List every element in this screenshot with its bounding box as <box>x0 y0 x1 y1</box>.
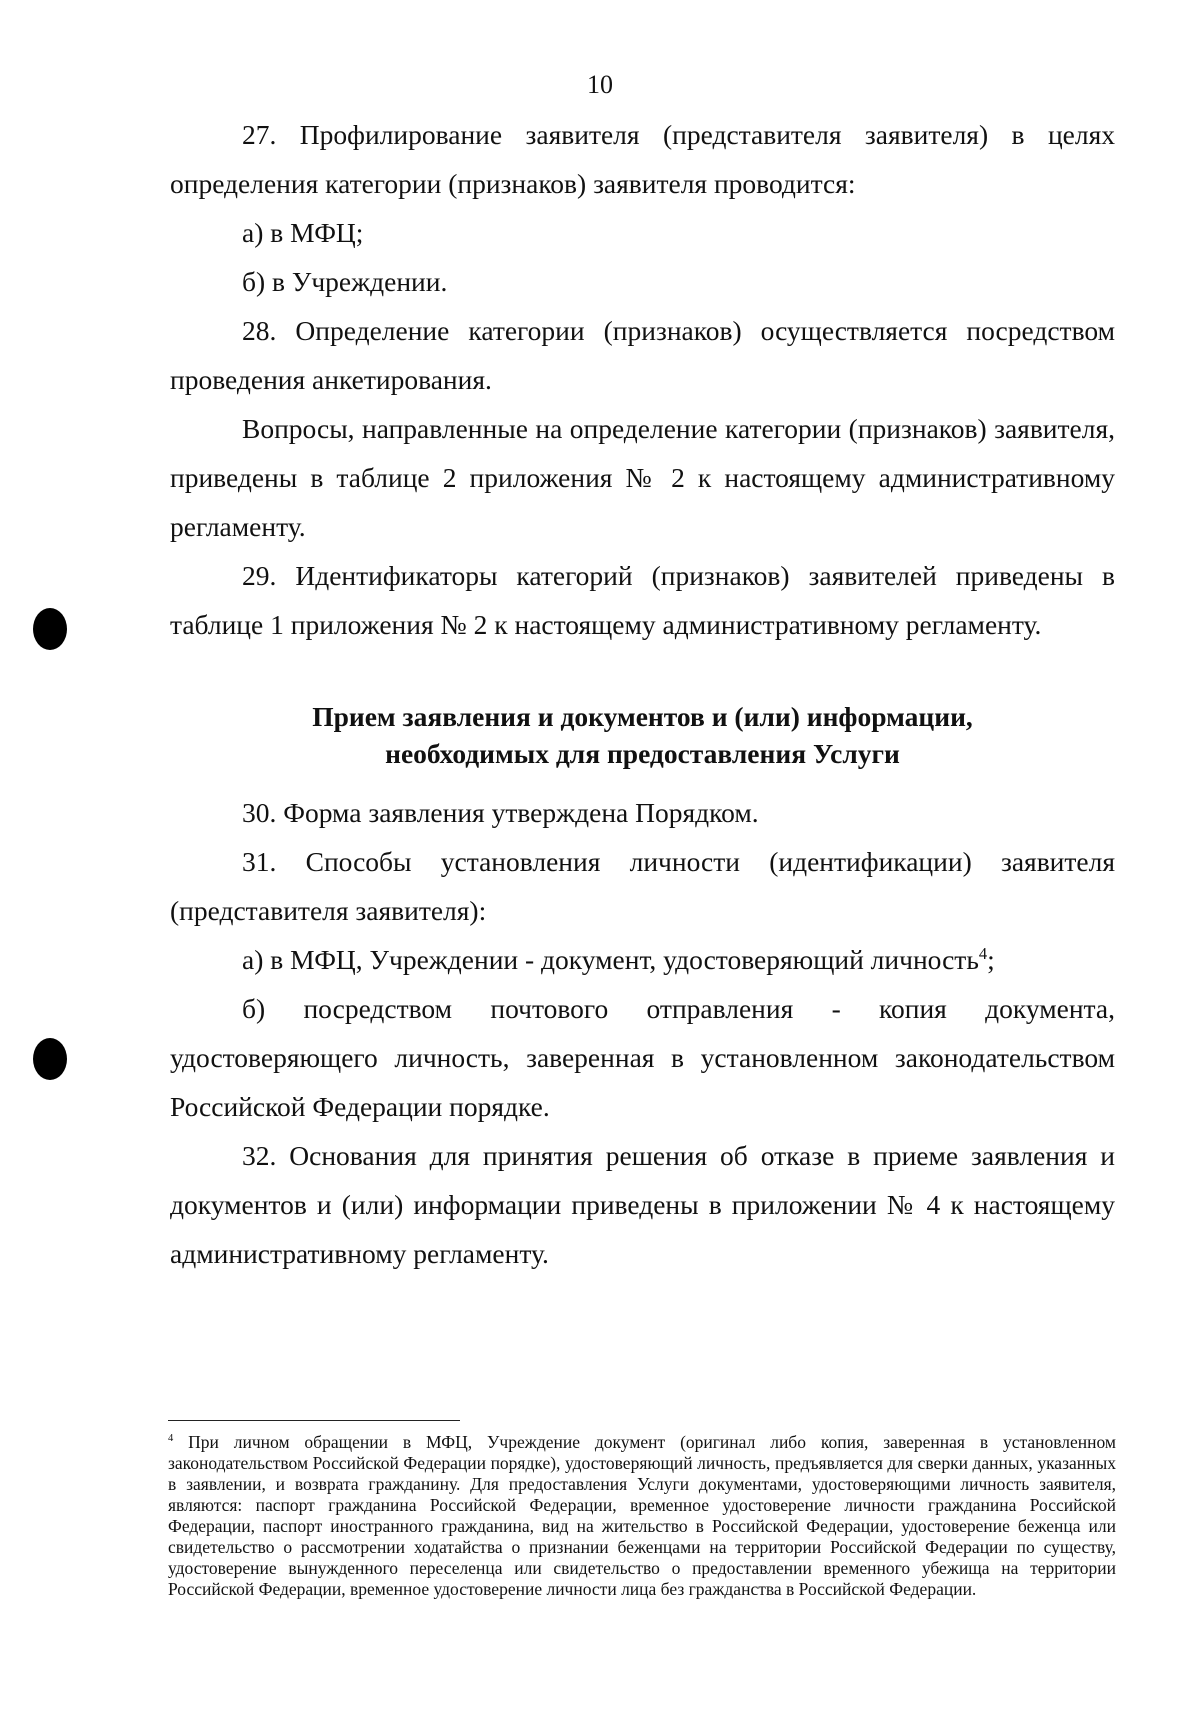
list-item-b-postal: б) посредством почтового отправления - копия документа, удостоверяющего личность, заверенная в установленном законодательством Российской Федерации порядке. <box>170 993 1115 1122</box>
footnote-text: При личном обращении в МФЦ, Учреждение документ (оригинал либо копия, заверенная в установленном законодательством Российской Федерации порядке), удостоверяющий личность, предъявляется для сверки данных, указанных в заявлении, и возврата гражданину. Для предоставления Услуги документами, удостоверяющими личность заявителя, являются: паспорт гражданина Российской Федерации, временное удостоверение личности гражданина Российской Федерации, паспорт иностранного гражданина, вид на жительство в Российской Федерации, удостоверение беженца или свидетельство о рассмотрении ходатайства о признании беженцами на территории Российской Федерации по существу, удостоверение вынужденного переселенца или свидетельство о предоставлении временного убежища на территории Российской Федерации, временное удостоверение личности лица без гражданства в Российской Федерации. <box>168 1432 1116 1599</box>
footnote-reference: 4 <box>978 943 988 963</box>
paragraph-27: 27. Профилирование заявителя (представителя заявителя) в целях определения категории (признаков) заявителя проводится: <box>170 119 1115 199</box>
punch-hole-top <box>33 608 67 650</box>
section-heading <box>170 698 1115 772</box>
page-number: 10 <box>587 70 613 99</box>
paragraph-28: 28. Определение категории (признаков) осуществляется посредством проведения анкетирования. <box>170 315 1115 395</box>
list-item-a-mfc: а) в МФЦ; <box>242 217 364 248</box>
paragraph-questions: Вопросы, направленные на определение категории (признаков) заявителя, приведены в таблице 2 приложения № 2 к настоящему административному регламенту. <box>170 413 1115 542</box>
list-item-b-institution: б) в Учреждении. <box>242 266 448 297</box>
paragraph-29: 29. Идентификаторы категорий (признаков) заявителей приведены в таблице 1 приложения № 2 к настоящему административному регламенту. <box>170 560 1115 640</box>
paragraph-30: 30. Форма заявления утверждена Порядком. <box>242 797 759 828</box>
section-heading-line-1: Прием заявления и документов и (или) информации, <box>312 701 973 732</box>
section-heading-line-2: необходимых для предоставления Услуги <box>385 738 900 769</box>
footnote-separator <box>168 1420 460 1421</box>
list-item-a-identity-tail: ; <box>987 944 995 975</box>
footnote-mark: 4 <box>168 1433 174 1445</box>
paragraph-31: 31. Способы установления личности (идентификации) заявителя (представителя заявителя): <box>170 846 1115 926</box>
footnote-4 <box>168 1432 1116 1600</box>
list-item-a-identity <box>170 935 1115 984</box>
punch-hole-bottom <box>33 1038 67 1080</box>
document-body <box>170 110 1115 1278</box>
paragraph-32: 32. Основания для принятия решения об отказе в приеме заявления и документов и (или) информации приведены в приложении № 4 к настоящему административному регламенту. <box>170 1140 1115 1269</box>
list-item-a-identity-text: а) в МФЦ, Учреждении - документ, удостоверяющий личность <box>242 944 979 975</box>
